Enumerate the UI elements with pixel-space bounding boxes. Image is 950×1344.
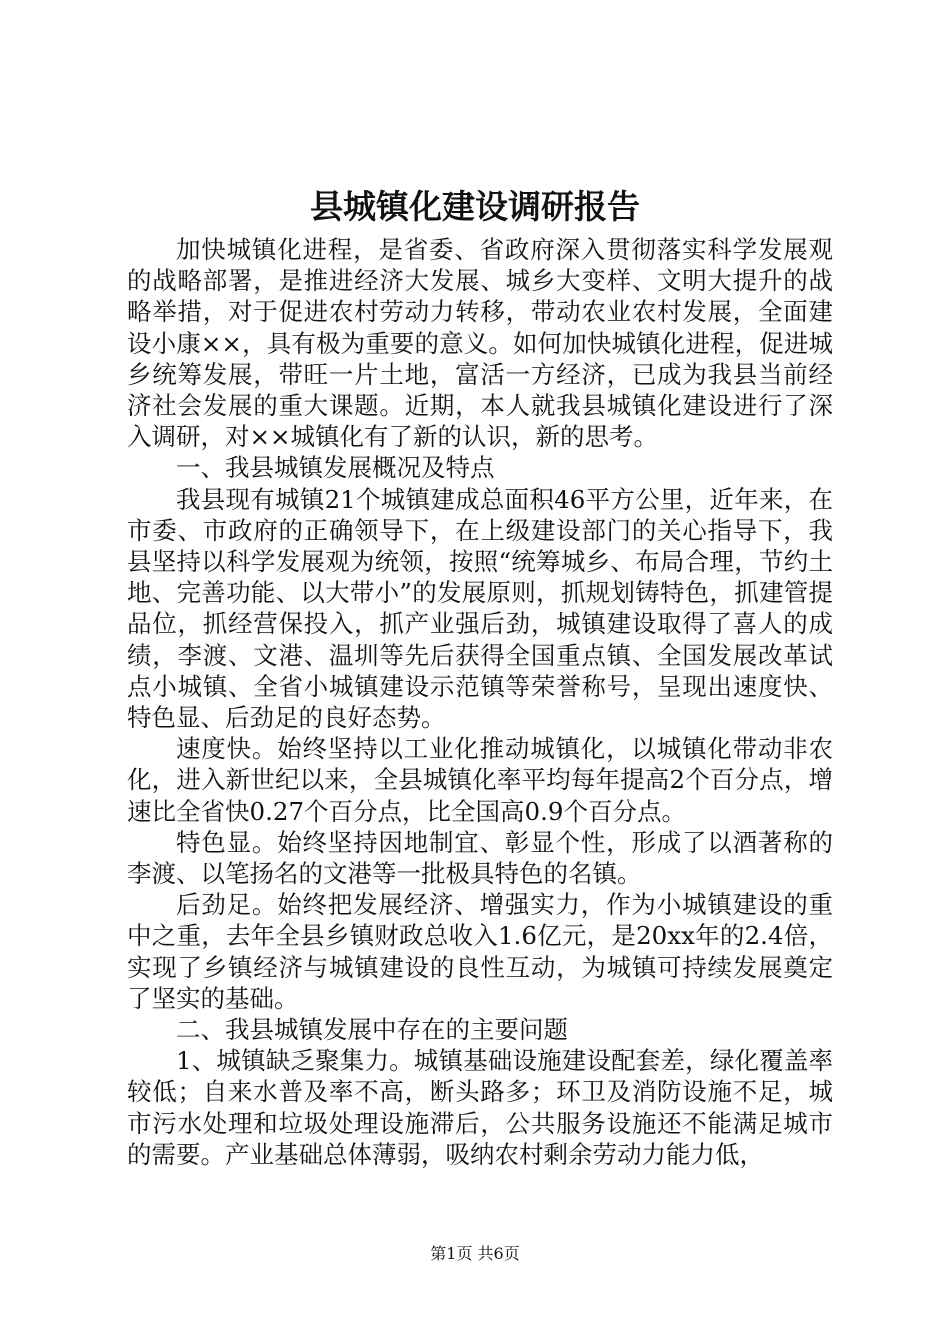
document-title: 县城镇化建设调研报告 <box>310 187 640 226</box>
feature-paragraph: 特色显。始终坚持因地制宜、彰显个性，形成了以酒著称的李渡、以笔扬名的文港等一批极具特色的名镇。 <box>127 827 833 889</box>
intro-paragraph: 加快城镇化进程，是省委、省政府深入贯彻落实科学发展观的战略部署，是推进经济大发展、城乡大变样、文明大提升的战略举措，对于促进农村劳动力转移，带动农业农村发展，全面建设小康××，具有极为重要的意义。如何加快城镇化进程，促进城乡统筹发展，带旺一片土地，富活一方经济，已成为我县当前经济社会发展的重大课题。近期，本人就我县城镇化建设进行了深入调研，对××城镇化有了新的认识，新的思考。 <box>127 235 833 452</box>
page-number-footer: 第1页 共6页 <box>430 1244 520 1263</box>
section-heading-2: 二、我县城镇发展中存在的主要问题 <box>176 1015 568 1045</box>
document-body <box>127 234 833 1170</box>
overview-paragraph: 我县现有城镇21个城镇建成总面积46平方公里，近年来，在市委、市政府的正确领导下，在上级建设部门的关心指导下，我县坚持以科学发展观为统领，按照“统筹城乡、布局合理，节约土地、完善功能、以大带小”的发展原则，抓规划铸特色，抓建管提品位，抓经营保投入，抓产业强后劲，城镇建设取得了喜人的成绩，李渡、文港、温圳等先后获得全国重点镇、全国发展改革试点小城镇、全省小城镇建设示范镇等荣誉称号，呈现出速度快、特色显、后劲足的良好态势。 <box>127 484 833 733</box>
momentum-paragraph: 后劲足。始终把发展经济、增强实力，作为小城镇建设的重中之重，去年全县乡镇财政总收入1.6亿元，是20xx年的2.4倍，实现了乡镇经济与城镇建设的良性互动，为城镇可持续发展奠定了坚实的基础。 <box>127 890 833 1013</box>
speed-paragraph: 速度快。始终坚持以工业化推动城镇化，以城镇化带动非农化，进入新世纪以来，全县城镇化率平均每年提高2个百分点，增速比全省快0.27个百分点，比全国高0.9个百分点。 <box>127 734 833 826</box>
section-heading-1: 一、我县城镇发展概况及特点 <box>176 453 495 483</box>
problem-paragraph-1: 1、城镇缺乏聚集力。城镇基础设施建设配套差，绿化覆盖率较低；自来水普及率不高，断头路多；环卫及消防设施不足，城市污水处理和垃圾处理设施滞后，公共服务设施还不能满足城市的需要。产业基础总体薄弱，吸纳农村剩余劳动力能力低， <box>127 1046 833 1169</box>
